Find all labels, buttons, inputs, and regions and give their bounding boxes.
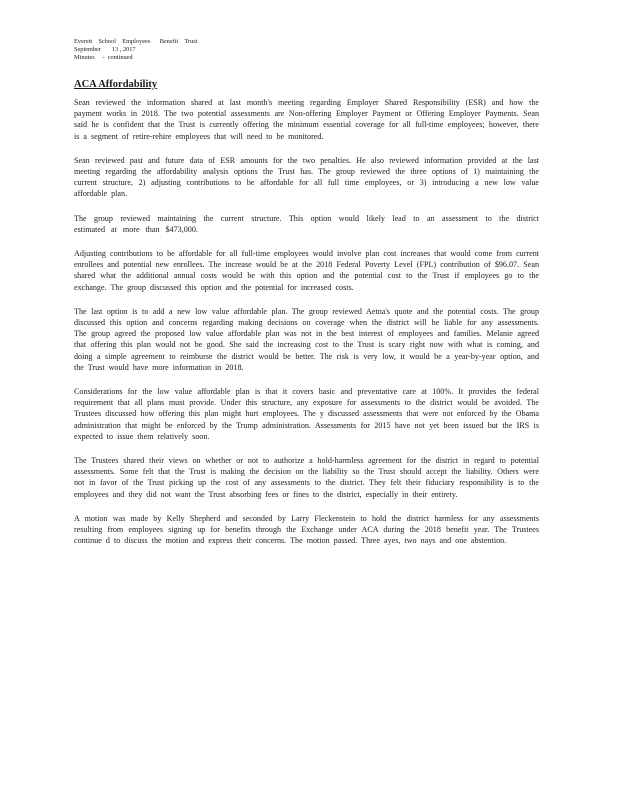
paragraph-motion: A motion was made by Kelly Shepherd and seconded by Larry Fleckenstein to hold the district harmless for any assessments resulting from employees signing up for benefits through the Exchange under ACA during the 2018 benefit year. The Trustees continue d to discuss the motion and express their concerns. The motion passed. Three ayes, two nays and one abstention.: [74, 513, 539, 546]
paragraph-current-structure: The group reviewed maintaining the current structure. This option would likely lead to an assessment to the district estimated at more than $473,000.: [74, 213, 539, 234]
header-date: September 13 , 2017: [74, 46, 136, 54]
document-body: [74, 97, 539, 560]
header-organization: Everett School Employees Benefit Trust: [74, 38, 198, 45]
header-minutes-label: Minutes - continued: [74, 54, 133, 62]
paragraph-esr-overview: Sean reviewed the information shared at last month's meeting regarding Employer Shared Responsibility (ESR) and how the payment works in 2018. The two potential assessments are Non-offering Employer Payment or Offering Employer Payments. Sean said he is confident that the Trust is currently offering the minimum essential coverage for all full-time employees; however, there is a segment of retire-rehire employees that will need to be monitored.: [74, 98, 539, 141]
paragraph-adjusting-contributions: Adjusting contributions to be affordable for all full-time employees would involve plan cost increases that would come from current enrollees and potential new enrollees. The increase would be at the 2018 Federal Poverty Level (FPL) contribution of $96.07. Sean shared what the additional annual costs would be with this option and the potential cost to the Trust if employees go to the exchange. The group discussed this option and the potential for increased costs.: [74, 249, 539, 292]
paragraph-affordability-options: Sean reviewed past and future data of ESR amounts for the two penalties. He also reviewed information provided at the last meeting regarding the affordability analysis options the Trust has. The group reviewed the three options of 1) maintaining the current structure, 2) adjusting contributions to be affordable for all full time employees, or 3) introducing a new low value affordable plan.: [74, 155, 539, 199]
paragraph-considerations: Considerations for the low value affordable plan is that it covers basic and preventative care at 100%. It provides the federal requirement that all plans must provide. Under this structure, any exposure for assessments to the district would be avoided. The Trustees discussed how offering this plan might hurt employees. The y discussed assessments that were not enforced by the Obama administration that might be enforced by the Trump administration. Assessments for 2015 have not yet been issued but the IRS is expected to issue them relatively soon.: [74, 387, 539, 441]
paragraph-low-value-plan: The last option is to add a new low value affordable plan. The group reviewed Aetna's quote and the potential costs. The group discussed this option and concerns regarding making decisions on coverage when the district will be liable for any assessments. The group agreed the proposed low value affordable plan was not in the best interest of employees and families. Melanie agreed that offering this plan would not be good. She said the increasing cost to the Trust is scary right now with what is coming, and doing a simple agreement to reimburse the district would be better. The risk is very low, it would be a year-by-year option, and the Trust would have more information in 2018.: [74, 306, 539, 372]
document-header: [74, 38, 197, 63]
section-title: ACA Affordability: [74, 79, 158, 90]
paragraph-hold-harmless: The Trustees shared their views on whether or not to authorize a hold-harmless agreement for the district in regard to potential assessments. Some felt that the Trust is making the decision on the liability so the Trust should accept the liability. Others were not in favor of the Trust picking up the cost of any assessments to the district. They felt their fiduciary responsibility is to the employees and they did not want the Trust absorbing fees or fines to the district, especially in their entirety.: [74, 456, 539, 499]
